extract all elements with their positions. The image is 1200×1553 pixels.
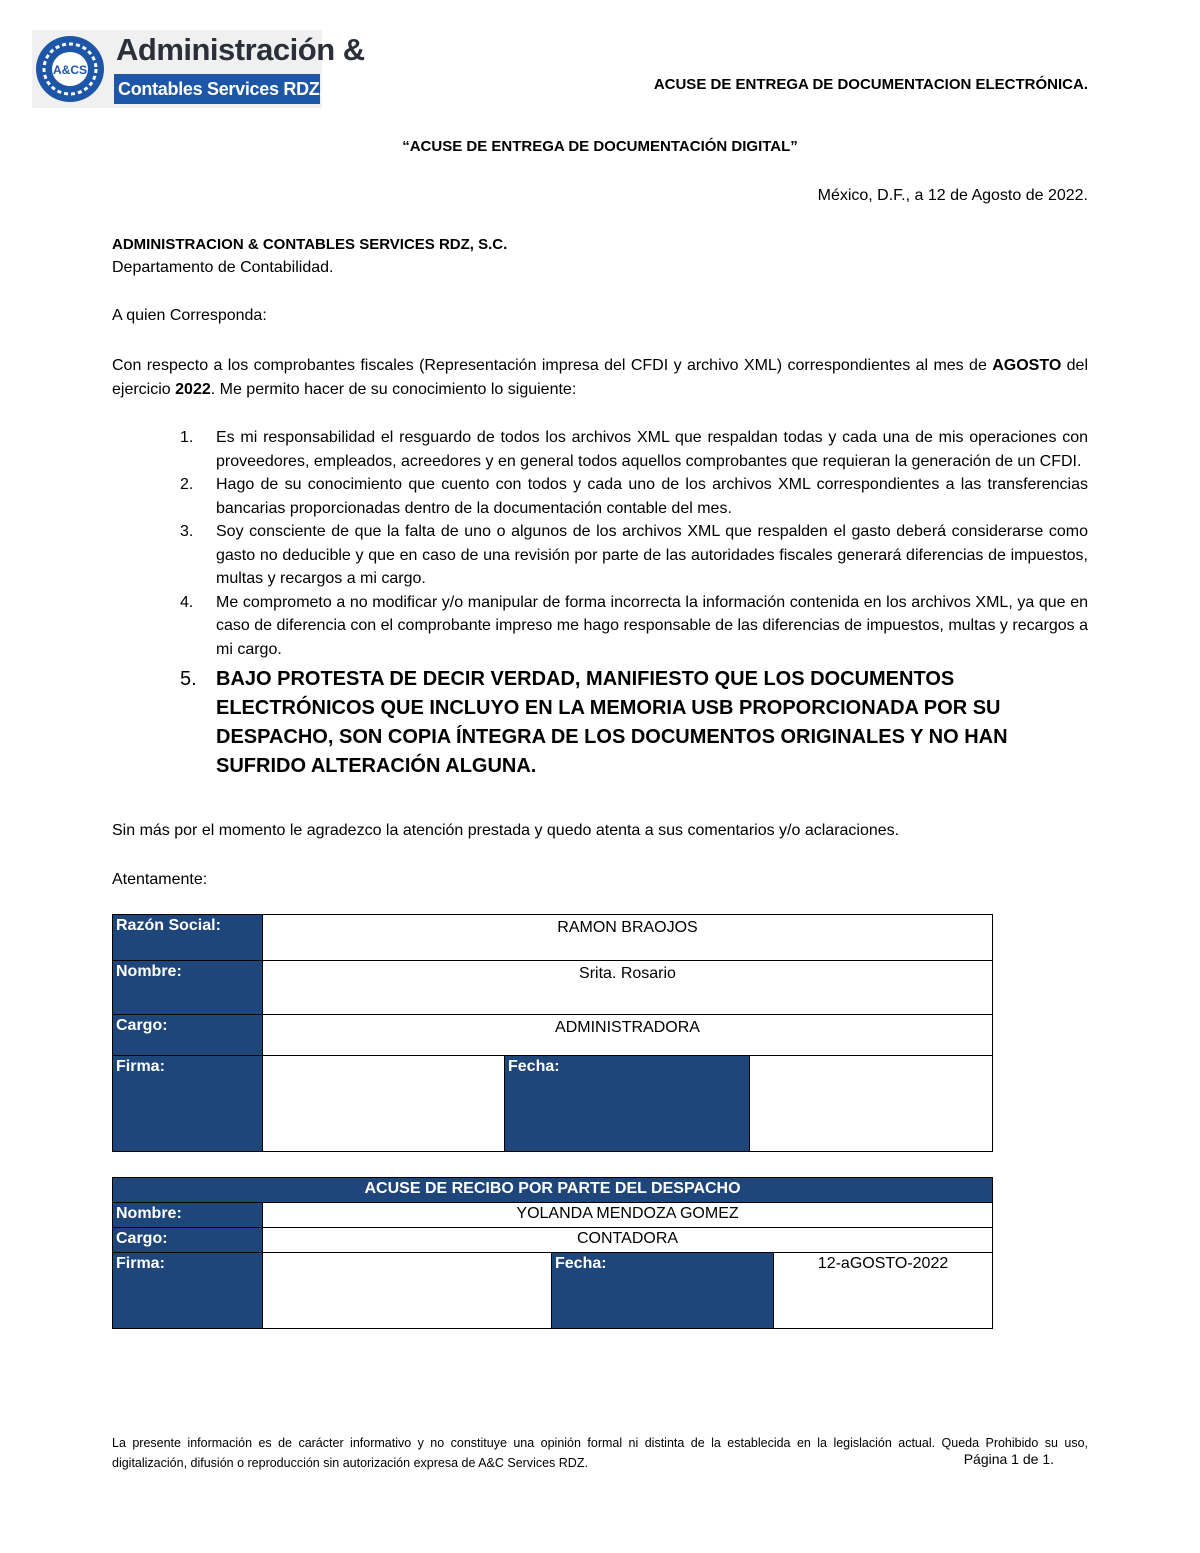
firma-field[interactable] [263, 1056, 505, 1152]
regards-text: Atentamente: [112, 871, 208, 888]
list-item-number: 4. [180, 593, 194, 611]
greeting: A quien Corresponda: [112, 307, 267, 324]
list-item-number: 3. [180, 523, 194, 540]
list-item-text: BAJO PROTESTA DE DECIR VERDAD, MANIFIESTO QUE LOS DOCUMENTOS ELECTRÓNICOS QUE INCLUYO EN LA MEMORIA USB PROPORCIONADA POR SU DESPACHO, SON COPIA ÍNTEGRA DE LOS DOCUMENTOS ORIGINALES Y NO HAN SUFRIDO ALTERACIÓN ALGUNA. [216, 668, 1008, 777]
fecha-label: Fecha: [505, 1056, 750, 1152]
table-row [113, 1015, 993, 1056]
list-item-text: Soy consciente de que la falta de uno o algunos de los archivos XML que respalden el gasto deberá considerarse como gasto no deducible y que en caso de una revisión por parte de las autoridades fiscales generará diferencias de impuestos, multas y recargos a mi cargo. [216, 523, 1088, 587]
list-item-number: 1. [180, 429, 194, 446]
firma-label: Firma: [113, 1056, 263, 1152]
list-item-text: Es mi responsabilidad el resguardo de todos los archivos XML que respaldan todas y cada una de mis operaciones con proveedores, empleados, acreedores y en general todos aquellos comprobantes que requieran la generación de un CFDI. [216, 429, 1088, 470]
list-item-number: 2. [180, 476, 194, 493]
receipt-firma-field[interactable] [263, 1253, 552, 1329]
declarations-list [112, 426, 1088, 781]
table-row [113, 1203, 993, 1228]
receipt-fecha-label: Fecha: [552, 1253, 774, 1329]
cargo-label: Cargo: [113, 1015, 263, 1056]
table-row [113, 1228, 993, 1253]
logo-subtitle: Contables Services RDZ, S.C. [114, 74, 320, 104]
receipt-nombre-label: Nombre: [113, 1203, 263, 1228]
intro-month: AGOSTO [992, 357, 1062, 374]
receipt-nombre-value: YOLANDA MENDOZA GOMEZ [263, 1203, 993, 1228]
list-item-text: Me comprometo a no modificar y/o manipular de forma incorrecta la información contenida en los archivos XML, ya que en caso de diferencia con el comprobante impreso me hago responsable de las diferencias de impuestos, multas y recargos a mi cargo. [216, 593, 1088, 658]
emblem-text: A&CS [52, 63, 88, 77]
fecha-field[interactable] [750, 1056, 993, 1152]
logo-title: Administración & [116, 32, 365, 67]
table-row [113, 915, 993, 961]
footer-disclaimer: La presente información es de carácter informativo y no constituye una opinión formal ni distinta de la establecida en la legislación actual. Queda Prohibido su uso, digitalización, difusión o reproducción sin autorización expresa de A&C Services RDZ. [112, 1436, 1088, 1470]
closing-text: Sin más por el momento le agradezco la atención prestada y quedo atenta a sus comentarios y/o aclaraciones. [112, 822, 900, 839]
receipt-cargo-value: CONTADORA [263, 1228, 993, 1253]
list-item-text: Hago de su conocimiento que cuento con todos y cada uno de los archivos XML correspondientes a las transferencias bancarias proporcionadas dentro de la documentación contable del mes. [216, 476, 1088, 517]
recipient-company: ADMINISTRACION & CONTABLES SERVICES RDZ, S.C. [112, 236, 508, 253]
recipient-department: Departamento de Contabilidad. [112, 259, 334, 276]
list-item-declaration [112, 661, 1088, 781]
intro-year: 2022 [175, 381, 211, 398]
header-title: ACUSE DE ENTREGA DE DOCUMENTACION ELECTRÓNICA. [653, 76, 1088, 93]
signature-table [112, 914, 993, 1152]
table-row [113, 1056, 993, 1152]
table-row [113, 961, 993, 1015]
table-row [113, 1253, 993, 1329]
company-emblem-icon [34, 34, 106, 104]
table-row [113, 1178, 993, 1203]
document-title: “ACUSE DE ENTREGA DE DOCUMENTACIÓN DIGITAL” [402, 138, 798, 155]
date-line: México, D.F., a 12 de Agosto de 2022. [817, 187, 1088, 204]
company-logo [32, 30, 365, 108]
intro-text-1: Con respecto a los comprobantes fiscales (Representación impresa del CFDI y archivo XML) correspondientes al mes de [112, 357, 993, 374]
intro-text-3: . Me permito hacer de su conocimiento lo siguiente: [210, 381, 577, 398]
list-item [112, 591, 1088, 662]
list-item-number: 5. [180, 668, 197, 690]
razon-social-value: RAMON BRAOJOS [263, 915, 993, 961]
list-item [112, 426, 1088, 473]
razon-social-label: Razón Social: [113, 915, 263, 961]
nombre-label: Nombre: [113, 961, 263, 1015]
nombre-value: Srita. Rosario [263, 961, 993, 1015]
receipt-cargo-label: Cargo: [113, 1228, 263, 1253]
receipt-firma-label: Firma: [113, 1253, 263, 1329]
intro-text-2: del ejercicio [112, 357, 1089, 398]
receipt-fecha-value: 12-aGOSTO-2022 [774, 1253, 993, 1329]
cargo-value: ADMINISTRADORA [263, 1015, 993, 1056]
receipt-table [112, 1177, 993, 1329]
list-item [112, 520, 1088, 591]
list-item [112, 473, 1088, 520]
page-number: Página 1 de 1. [963, 1451, 1054, 1467]
intro-paragraph [112, 354, 1088, 402]
receipt-header: ACUSE DE RECIBO POR PARTE DEL DESPACHO [113, 1178, 993, 1203]
